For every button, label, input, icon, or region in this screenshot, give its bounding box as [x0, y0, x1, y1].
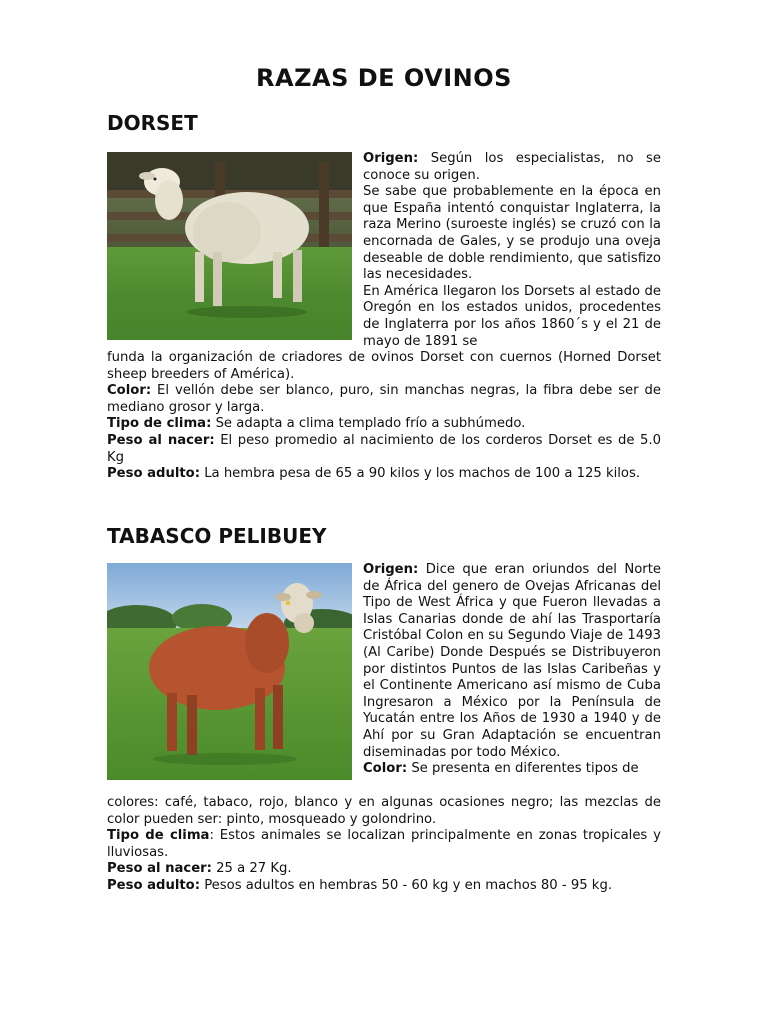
page-title: RAZAS DE OVINOS: [256, 64, 512, 92]
pelibuey-adult-weight-text: Pesos adultos en hembras 50 - 60 kg y en machos 80 - 95 kg.: [204, 877, 613, 893]
pelibuey-climate-text: : Estos animales se localizan principalmente en zonas tropicales y lluviosas.: [107, 828, 661, 860]
pelibuey-adult-weight-label: Peso adulto:: [107, 877, 200, 893]
pelibuey-climate-label: Tipo de clima: [107, 828, 210, 844]
dorset-origin-text-2: Se sabe que probablemente en la época en que España intentó conquistar Inglaterra, la raza Merino (suroeste inglés) se cruzó con la encornada de Gales, y se produjo una oveja deseable de doble rendimiento, que satisfizo las necesidades.: [363, 184, 661, 283]
dorset-sheep-image: [107, 152, 352, 340]
section-heading-pelibuey: TABASCO PELIBUEY: [107, 524, 327, 548]
dorset-birth-weight-label: Peso al nacer:: [107, 432, 215, 448]
dorset-adult-weight-label: Peso adulto:: [107, 466, 200, 482]
pelibuey-origin-side: [363, 562, 661, 778]
dorset-sheep-photo: [107, 152, 352, 340]
dorset-origin-side: [363, 151, 661, 350]
dorset-color-label: Color:: [107, 383, 152, 399]
pelibuey-origin-label: Origen:: [363, 562, 419, 577]
dorset-birth-weight-text: El peso promedio al nacimiento de los corderos Dorset es de 5.0 Kg: [107, 432, 661, 465]
pelibuey-birth-weight-text: 25 a 27 Kg.: [216, 861, 292, 877]
dorset-origin-label: Origen:: [363, 151, 419, 166]
pelibuey-sheep-photo: [107, 563, 352, 780]
pelibuey-origin-text: Dice que eran oriundos del Norte de África del genero de Ovejas Africanas del Tipo de West África y que Fueron llevadas a Islas Canarias donde de ahí las Trasportaría Cristóbal Colon en su Segundo Viaje de 1493 (Al Caribe) Donde Después se Distribuyeron por distintos Puntos de las Islas Caribeñas y el Continente Americano así mismo de Cuba Ingresaron a México por la Península de Yucatán entre los Años de 1930 a 1940 y de Ahí por su Gran Adaptación se encuentran diseminadas por todo México.: [363, 562, 661, 760]
pelibuey-color-continued: colores: café, tabaco, rojo, blanco y en algunas ocasiones negro; las mezclas de color pueden ser: pinto, mosqueado y golondrino.: [107, 795, 661, 827]
pelibuey-color-label: Color:: [363, 761, 408, 777]
dorset-climate-text: Se adapta a clima templado frío a subhúmedo.: [215, 416, 526, 432]
dorset-origin-continued: funda la organización de criadores de ovinos Dorset con cuernos (Horned Dorset sheep breeders of América).: [107, 350, 661, 382]
dorset-origin-text: Según los especialistas, no se conoce su origen.: [363, 151, 661, 183]
pelibuey-sheep-image: [107, 563, 352, 780]
dorset-adult-weight-text: La hembra pesa de 65 a 90 kilos y los machos de 100 a 125 kilos.: [204, 466, 641, 482]
pelibuey-color-text-side: Se presenta en diferentes tipos de: [411, 761, 639, 777]
dorset-origin-text-3: En América llegaron los Dorsets al estado de Oregón en los estados unidos, procedentes de Inglaterra por los años 1860´s y el 21 de mayo de 1891 se: [363, 283, 661, 349]
dorset-climate-label: Tipo de clima:: [107, 416, 212, 432]
pelibuey-birth-weight-label: Peso al nacer:: [107, 861, 212, 877]
pelibuey-details: [107, 795, 661, 895]
section-heading-dorset: DORSET: [107, 111, 198, 135]
dorset-details: [107, 350, 661, 483]
dorset-color-text: El vellón debe ser blanco, puro, sin manchas negras, la fibra debe ser de mediano grosor y larga.: [107, 383, 661, 415]
